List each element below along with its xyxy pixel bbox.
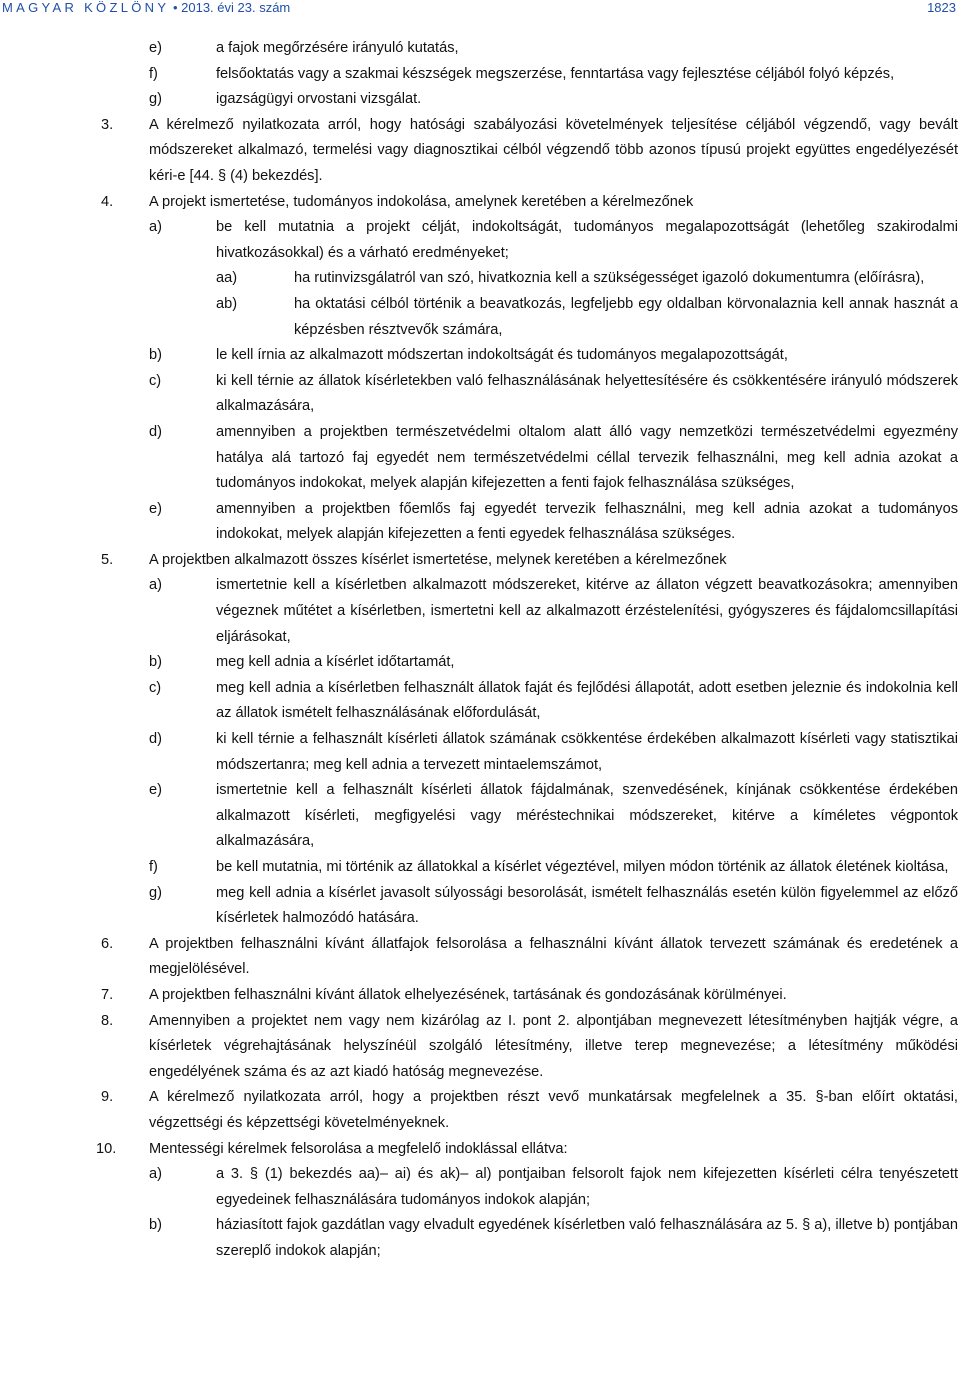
item-text: háziasított fajok gazdátlan vagy elvadult egyedének kísérletben való felhasználására az 5. § a), illetve b) pontjában szereplő indokok alapján; [216, 1217, 958, 1259]
issue-label: 2013. évi 23. szám [181, 0, 291, 15]
list-item [0, 1213, 960, 1264]
paragraph-text: A kérelmező nyilatkozata arról, hogy a projektben részt vevő munkatársak megfelelnek a 35. §-ban előírt oktatási, végzettségi és képzettségi követelményeknek. [149, 1089, 958, 1131]
item-text: ki kell térnie a felhasznált kísérleti állatok számának csökkentése érdekében alkalmazott kísérleti vagy statisztikai módszertanra; meg kell adnia a tervezett mintaelemszámot, [216, 731, 958, 773]
item-text: meg kell adnia a kísérletben felhasznált állatok faját és fejlődési állapotát, adott esetben jeleznie és indokolnia kell az állatok ismételt felhasználásának előfordulását, [216, 679, 958, 722]
paragraph-text: A projektben felhasználni kívánt állatok elhelyezésének, tartásának és gondozásának körülményei. [149, 986, 787, 1003]
numbered-paragraph [0, 1085, 960, 1136]
list-item [0, 420, 960, 497]
paragraph-number: 8. [101, 1012, 114, 1029]
paragraph-number: 9. [101, 1089, 114, 1106]
item-marker: e) [149, 782, 162, 799]
paragraph-number: 10. [96, 1140, 117, 1157]
page-header [0, 0, 960, 22]
header-separator: • [172, 0, 178, 15]
list-item [0, 650, 960, 676]
item-text: igazságügyi orvostani vizsgálat. [216, 91, 422, 108]
item-marker: d) [149, 731, 162, 748]
item-marker: a) [149, 577, 162, 594]
item-text: felsőoktatás vagy a szakmai készségek megszerzése, fenntartása vagy fejlesztése céljából folyó képzés, [216, 65, 895, 82]
item-text: le kell írnia az alkalmazott módszertan indokoltságát és tudományos megalapozottságát, [216, 347, 788, 364]
list-item [0, 778, 960, 855]
list-item [0, 855, 960, 881]
paragraph-number: 5. [101, 551, 114, 568]
numbered-paragraph [0, 113, 960, 190]
sub-list-item [0, 266, 960, 292]
journal-title: MAGYAR KÖZLÖNY [2, 0, 170, 15]
item-text: a 3. § (1) bekezdés aa)– ai) és ak)– al) pontjaiban felsorolt fajok nem kifejezetten kísérleti célra tenyészetett egyedeinek felhasználására tudományos indokok alapján; [216, 1166, 958, 1208]
item-marker: c) [149, 679, 162, 696]
item-text: a fajok megőrzésére irányuló kutatás, [216, 40, 459, 56]
item-text: amennyiben a projektben természetvédelmi oltalom alatt álló vagy nemzetközi természetvédelmi egyezmény hatálya alá tartozó faj egyedét nem természetvédelmi céllal tervezik felhasználni, meg kell adnia azokat a tudományos indokokat, melyek alapján kifejezetten a fenti fajok felhasználása szükséges, [216, 423, 958, 492]
item-marker: b) [149, 654, 162, 671]
item-text: amennyiben a projektben főemlős faj egyedét tervezik felhasználni, meg kell adnia azokat a tudományos indokokat, melyek alapján kifejezetten a fenti egyedek felhasználása szükséges. [216, 500, 958, 543]
list-item [0, 215, 960, 266]
list-item [0, 36, 960, 62]
numbered-paragraph [0, 1009, 960, 1086]
list-item [0, 343, 960, 369]
paragraph-text: A projekt ismertetése, tudományos indokolása, amelynek keretében a kérelmezőnek [149, 193, 694, 210]
item-marker: e) [149, 500, 162, 517]
list-item [0, 369, 960, 420]
list-item [0, 1162, 960, 1213]
item-marker: g) [149, 884, 162, 901]
numbered-paragraph [0, 190, 960, 216]
sub-item-marker: aa) [216, 270, 238, 287]
sub-list-item [0, 292, 960, 343]
paragraph-text: Mentességi kérelmek felsorolása a megfelelő indoklással ellátva: [149, 1140, 568, 1157]
item-marker: c) [149, 372, 162, 389]
item-text: meg kell adnia a kísérlet javasolt súlyossági besorolását, ismételt felhasználás esetén külön figyelemmel az előző kísérletek halmozódó hatására. [216, 884, 958, 927]
list-item [0, 676, 960, 727]
numbered-paragraph [0, 983, 960, 1009]
list-item [0, 573, 960, 650]
paragraph-number: 7. [101, 986, 114, 1003]
item-marker: d) [149, 423, 162, 440]
paragraph-text: A projektben felhasználni kívánt állatfajok felsorolása a felhasználni kívánt állatok tervezett számának és eredetének a megjelölésével. [149, 935, 958, 978]
item-text: ismertetnie kell a felhasznált kísérleti állatok fájdalmának, szenvedésének, kínjának csökkentése érdekében alkalmazott kísérleti, megfigyelési vagy méréstechnikai módszereket, kitérve a kíméletes végpontok alkalmazására, [216, 782, 958, 850]
item-marker: b) [149, 347, 162, 364]
numbered-paragraph [0, 1137, 960, 1163]
paragraph-number: 3. [101, 116, 114, 133]
paragraph-number: 4. [101, 193, 114, 210]
item-text: ki kell térnie az állatok kísérletekben való felhasználásának helyettesítésére és csökkentésére irányuló módszerek alkalmazására, [216, 372, 958, 415]
list-item [0, 62, 960, 88]
item-text: ismertetnie kell a kísérletben alkalmazott módszereket, kitérve az állaton végzett beavatkozásokra; amennyiben végeznek műtétet a kísérletben, ismertetni kell az alkalmazott érzéstelenítési, gyógyszeres és fájdalomcsillapítási eljárásokat, [216, 577, 958, 645]
item-marker: e) [149, 40, 162, 56]
item-marker: a) [149, 219, 162, 236]
numbered-paragraph [0, 932, 960, 983]
list-item [0, 881, 960, 932]
item-text: meg kell adnia a kísérlet időtartamát, [216, 654, 455, 671]
list-item [0, 497, 960, 548]
document-body [0, 36, 960, 1265]
sub-item-text: ha oktatási célból történik a beavatkozás, legfeljebb egy oldalban körvonalaznia kell annak hasznát a képzésben résztvevők számára, [294, 295, 958, 338]
page-number: 1823 [927, 0, 956, 15]
item-marker: b) [149, 1217, 162, 1234]
item-text: be kell mutatnia, mi történik az állatokkal a kísérlet végeztével, milyen módon történik az állatok életének kioltása, [216, 859, 949, 875]
item-text: be kell mutatnia a projekt célját, indokoltságát, tudományos megalapozottságát (lehetőleg szakirodalmi hivatkozásokkal) és a várható eredményeket; [216, 219, 958, 261]
paragraph-number: 6. [101, 935, 114, 952]
paragraph-text: A kérelmező nyilatkozata arról, hogy hatósági szabályozási követelmények teljesítése céljából végzendő, vagy bevált módszereket alkalmazó, termelési vagy diagnosztikai célból végzendő több azonos típusú projekt együttes engedélyezését kéri-e [44. § (4) bekezdés]. [149, 116, 958, 184]
paragraph-text: A projektben alkalmazott összes kísérlet ismertetése, melynek keretében a kérelmezőnek [149, 551, 727, 568]
item-marker: f) [149, 65, 158, 82]
item-marker: g) [149, 91, 162, 108]
numbered-paragraph [0, 548, 960, 574]
sub-item-marker: ab) [216, 295, 238, 312]
list-item [0, 87, 960, 113]
list-item [0, 727, 960, 778]
sub-item-text: ha rutinvizsgálatról van szó, hivatkoznia kell a szükségességet igazoló dokumentumra (előírásra), [294, 270, 925, 287]
paragraph-text: Amennyiben a projektet nem vagy nem kizárólag az I. pont 2. alpontjában megnevezett létesítményben hajtják végre, a kísérletek végrehajtásának helyszínéül szolgáló létesítmény, illetve terep megnevezése; a létesítmény működési engedélyének száma és az azt kiadó hatóság megnevezése. [149, 1012, 958, 1080]
running-header [2, 0, 290, 16]
item-marker: a) [149, 1166, 162, 1183]
item-marker: f) [149, 859, 158, 875]
